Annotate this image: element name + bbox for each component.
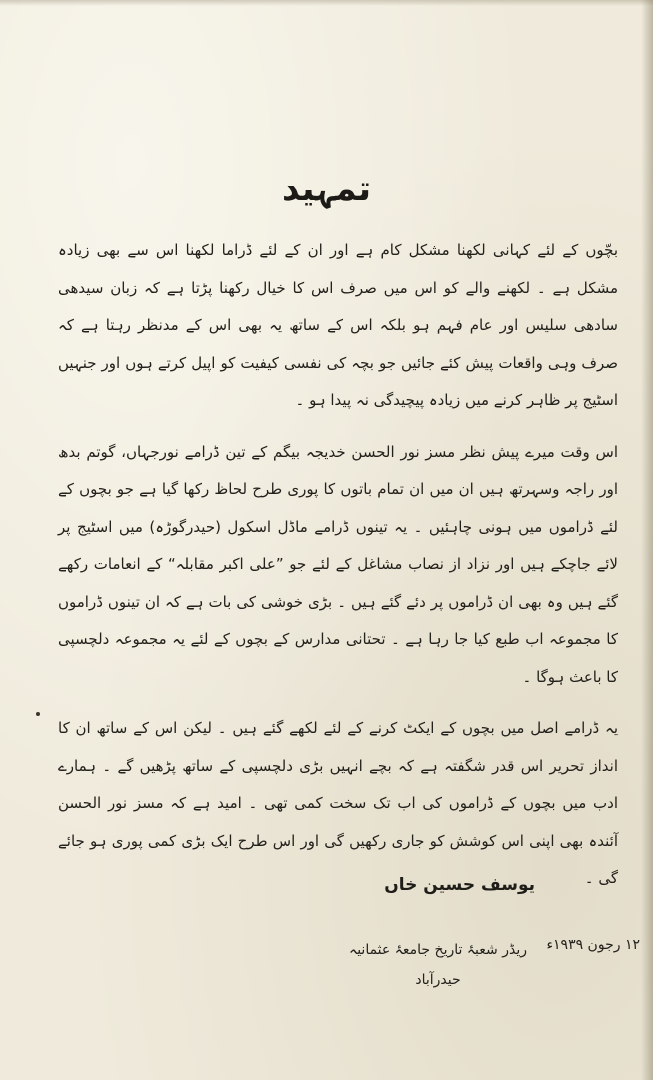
document-date: ۱۲ رجون ۱۹۳۹ء (546, 937, 640, 953)
paragraph-1: بچّوں کے لئے کہانی لکھنا مشکل کام ہے اور ان کے لئے ڈراما لکھنا اس سے بھی زیادہ مشکل ہے ۔ لکھنے والے کو اس میں صرف اس کا خیال رکھنا پڑتا ہے کہ زبان سیدھی سادھی سلیس اور عام فہم ہو بلکہ اس کے ساتھ یہ بھی اس کے مدنظر رہتا ہے کہ صرف وہی واقعات پیش کئے جائیں جو بچہ کی نفسی کیفیت کو اپیل کرتے ہوں اور جنہیں اسٹیج پر ظاہر کرنے میں زیادہ پیچیدگی نہ پیدا ہو ۔ (58, 241, 618, 409)
ink-speck (36, 712, 40, 716)
designation-line-1: ریڈر شعبۂ تاریخ جامعۂ عثمانیہ (349, 942, 527, 958)
right-edge-shadow (641, 0, 653, 1080)
paragraph-2: اس وقت میرے پیش نظر مسز نور الحسن خدیجہ بیگم کے تین ڈرامے نورجہاں، گوتم بدھ اور راجہ وسہرتھ ہیں ان میں ان تمام باتوں کا پوری طرح لحاظ رکھا گیا ہے جو بچوں کے لئے ڈراموں میں ہونی چاہئیں ۔ یہ تینوں ڈرامے ماڈل اسکول (حیدرگوڑہ) میں اسٹیج پر لائے جاچکے ہیں اور نزاد از نصاب مشاغل کے لئے جو ”علی اکبر مقابلہ“ کے انعامات رکھے گئے ہیں وہ بھی ان ڈراموں پر دئے گئے ہیں ۔ بڑی خوشی کی بات ہے کہ ان تینوں ڈراموں کا مجموعہ اب طبع کیا جا رہا ہے ۔ تحتانی مدارس کے بچوں کے لئے یہ مجموعہ دلچسپی کا باعث ہوگا ۔ (58, 442, 619, 686)
author-signature: یوسف حسین خاں (384, 875, 535, 895)
paragraph-3: یہ ڈرامے اصل میں بچوں کے ایکٹ کرنے کے لئے لکھے گئے ہیں ۔ لیکن اس کے ساتھ ان کا انداز تحریر اس قدر شگفتہ ہے کہ بچے انہیں بڑی دلچسپی کے ساتھ پڑھیں گے ۔ ہمارے ادب میں بچوں کے ڈراموں کی اب تک سخت کمی تھی ۔ امید ہے کہ مسز نور الحسن آئندہ بھی اپنی اس کوشش کو جاری رکھیں گی اور اس طرح ایک بڑی کمی پوری ہو جائے گی ۔ (58, 719, 618, 887)
designation-line-2: حیدرآباد (415, 972, 461, 988)
body-text (58, 232, 618, 912)
page-title: تمہید (281, 169, 371, 209)
top-edge-shadow (0, 0, 653, 6)
